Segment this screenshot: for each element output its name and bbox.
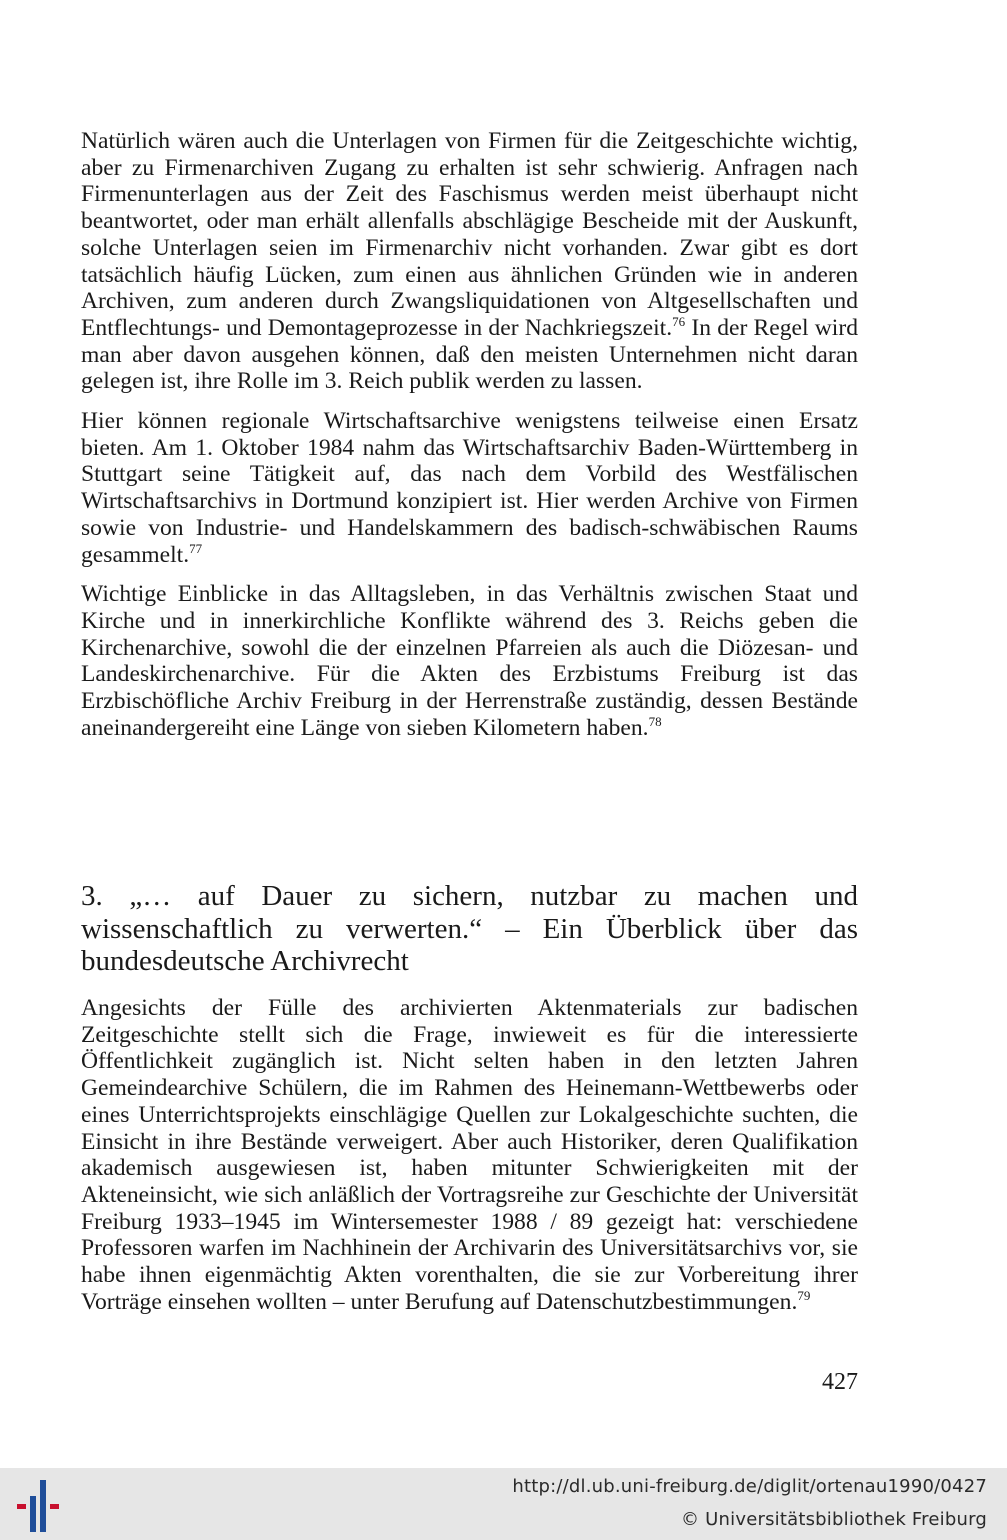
footnote-ref-76: 76: [672, 313, 686, 329]
page-number: 427: [822, 1369, 858, 1395]
footnote-ref-78: 78: [648, 713, 662, 729]
paragraph-kirchenarchive: [81, 581, 858, 741]
source-url-link[interactable]: http://dl.ub.uni-freiburg.de/diglit/ortenau1990/0427: [512, 1476, 987, 1497]
section-heading: 3. „… auf Dauer zu sichern, nutzbar zu machen und wissenschaftlich zu verwerten.“ – Ein Überblick über das bundesdeutsche Archivrecht: [81, 880, 858, 977]
ub-freiburg-logo-icon: [14, 1474, 66, 1534]
paragraph-text: Hier können regionale Wirtschaftsarchive wenigstens teilweise einen Ersatz bieten. Am 1. Oktober 1984 nahm das Wirtschaftsarchiv Baden-Württemberg in Stuttgart seine Tätigkeit auf, das nach dem Vorbild des Westfälischen Wirtschaftsarchivs in Dortmund konzipiert ist. Hier werden Archive von Firmen sowie von Industrie- und Handelskammern des badisch-schwäbischen Raums gesammelt.: [81, 408, 858, 568]
paragraph-firmenarchive: [81, 128, 858, 395]
paragraph-archivzugang: [81, 995, 858, 1315]
paragraph-text-tail: In der Regel wird man aber davon ausgehen können, daß den meisten Unternehmen nicht daran gelegen ist, ihre Rolle im 3. Reich publik werden zu lassen.: [81, 314, 858, 395]
footer-bar: [0, 1468, 1007, 1540]
copyright-notice: © Universitätsbibliothek Freiburg: [681, 1509, 987, 1530]
body-text-lower: [81, 995, 858, 1328]
body-text-upper: [81, 128, 858, 754]
paragraph-wirtschaftsarchive: [81, 408, 858, 568]
paragraph-text: Wichtige Einblicke in das Alltagsleben, in das Verhältnis zwischen Staat und Kirche und in innerkirchliche Konflikte während des 3. Reichs geben die Kirchenarchive, sowohl die der einzelnen Pfarreien als auch die Diözesan- und Landeskirchenarchive. Für die Akten des Erzbistums Freiburg ist das Erzbischöfliche Archiv Freiburg in der Herrenstraße zuständig, dessen Bestände aneinandergereiht eine Länge von sieben Kilometern haben.: [81, 581, 858, 741]
paragraph-text: Natürlich wären auch die Unterlagen von Firmen für die Zeitgeschichte wichtig, aber zu Firmenarchiven Zugang zu erhalten ist sehr schwierig. Anfragen nach Firmenunterlagen aus der Zeit des Faschismus werden meist überhaupt nicht beantwortet, oder man erhält allenfalls abschlägige Bescheide mit der Auskunft, solche Unterlagen seien im Firmenarchiv nicht vorhanden. Zwar gibt es dort tatsächlich häufig Lücken, zum einen aus ähnlichen Gründen wie in anderen Archiven, zum anderen durch Zwangsliquidationen von Altgesellschaften und Entflechtungs- und Demontageprozesse in der Nachkriegszeit.: [81, 128, 858, 341]
paragraph-text: Angesichts der Fülle des archivierten Aktenmaterials zur badischen Zeitgeschichte stellt sich die Frage, inwieweit es für die interessierte Öffentlichkeit zugänglich ist. Nicht selten haben in den letzten Jahren Gemeindearchive Schülern, die im Rahmen des Heinemann-Wettbewerbs oder eines Unterrichtsprojekts einschlägige Quellen zur Lokalgeschichte suchten, die Einsicht in ihre Bestände verweigert. Aber auch Historiker, deren Qualifikation akademisch ausgewiesen ist, haben mitunter Schwierigkeiten mit der Akteneinsicht, wie sich anläßlich der Vortragsreihe zur Geschichte der Universität Freiburg 1933–1945 im Wintersemester 1988 / 89 gezeigt hat: verschiedene Professoren warfen im Nachhinein der Archivarin des Universitätsarchivs vor, sie habe ihnen eigenmächtig Akten vorenthalten, die sie zur Vorbereitung ihrer Vorträge einsehen wollten – unter Berufung auf Datenschutzbestimmungen.: [81, 995, 858, 1315]
footnote-ref-79: 79: [797, 1287, 811, 1303]
footnote-ref-77: 77: [189, 540, 203, 556]
